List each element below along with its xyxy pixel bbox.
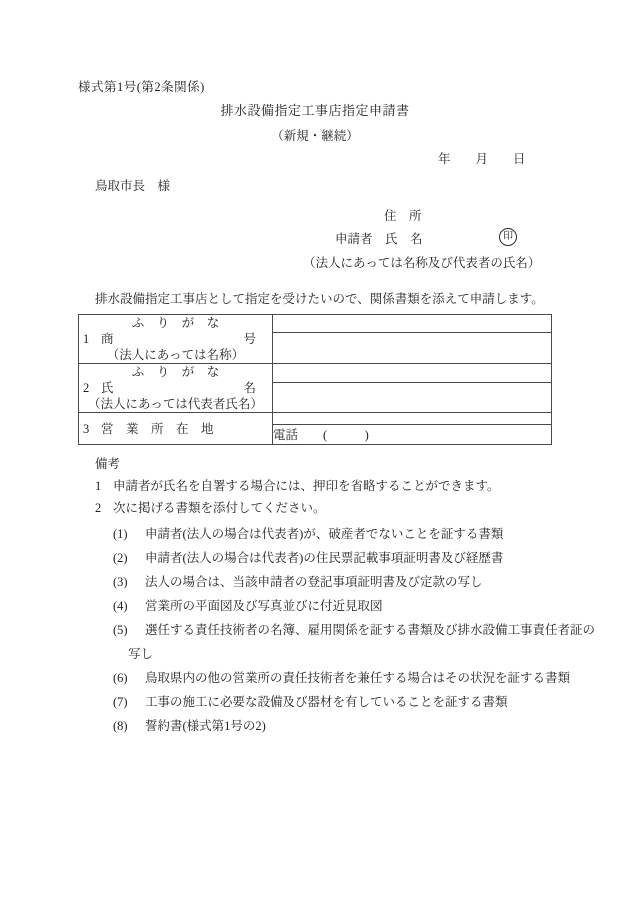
applicant-info-table [78,314,552,445]
remark-text: 次に掲げる書類を添付してください。 [113,501,326,515]
attachment-item-5 [113,618,596,642]
trade-name-label-start: 商 [101,332,114,346]
attachment-marker: (8) [113,719,128,733]
row-number: 1 [83,332,90,346]
attachment-text: 鳥取県内の他の営業所の責任技術者を兼任する場合はその状況を証する書類 [145,671,571,685]
table-row-representative-name [79,364,552,383]
attachment-item-5-continuation: 写し [128,647,154,661]
attachment-marker: (5) [113,623,128,637]
attachment-text: 選任する責任技術者の名簿、雇用関係を証する書類及び排水設備工事責任者証の [145,623,596,637]
date-line: 年 月 日 [438,152,526,166]
name-label-end: 名 [243,381,256,395]
application-statement: 排水設備指定工事店として指定を受けたいので、関係書類を添えて申請します。 [95,292,544,306]
attachment-marker: (4) [113,599,128,613]
page-title: 排水設備指定工事店指定申請書 [220,103,410,118]
office-location-label-cell [79,413,273,445]
office-location-label: 営 業 所 在 地 [101,421,214,436]
name-entry [273,382,552,412]
remarks-heading: 備考 [95,457,121,471]
table-row-trade-name [79,315,552,333]
remark-marker: 2 [95,501,102,515]
attachment-marker: (2) [113,551,128,565]
corporate-note: （法人にあっては名称及び代表者の氏名） [303,256,541,270]
name-note: （法人にあっては代表者氏名） [88,397,263,411]
trade-name-furigana-label: ふ り が な [131,316,220,330]
trade-name-entry [273,333,552,364]
attachment-text: 誓約書(様式第1号の2) [145,719,266,733]
name-label-start: 氏 [101,381,114,395]
attachment-marker: (7) [113,695,128,709]
remarks-section [95,453,596,738]
seal-mark-icon: 印 [499,228,517,246]
trade-name-note: （法人にあっては名称） [106,348,245,362]
attachment-item-8 [113,714,565,738]
attachment-text: 営業所の平面図及び写真並びに付近見取図 [145,599,383,613]
name-furigana-entry [273,364,552,383]
attachment-text: 工事の施工に必要な設備及び器材を有していることを証する書類 [145,695,508,709]
attachment-item-1 [113,522,565,546]
addressee: 鳥取市長 様 [95,179,171,193]
attachment-item-6 [113,666,571,690]
attachment-text: 申請者(法人の場合は代表者)の住民票記載事項証明書及び経歴書 [145,551,504,565]
telephone-entry [273,425,552,445]
attachment-text: 申請者(法人の場合は代表者)が、破産者でないことを証する書類 [145,527,504,541]
attachment-item-3 [113,570,565,594]
applicant-address-label: 住 所 [384,209,422,223]
telephone-label: 電話 ( ) [273,427,369,442]
page-subtitle: （新規・継続） [271,129,359,143]
trade-name-label-end: 号 [243,332,256,346]
trade-name-label-cell [79,315,273,364]
trade-name-furigana-entry [273,315,552,333]
remark-text: 申請者が氏名を自署する場合には、押印を省略することができます。 [113,479,500,493]
name-furigana-label: ふ り が な [131,365,220,379]
row-number: 3 [83,421,90,436]
attachment-item-2 [113,546,565,570]
attachment-item-4 [113,594,565,618]
attachment-text: 法人の場合は、当該申請者の登記事項証明書及び定款の写し [145,575,483,589]
applicant-name-label: 申請者 氏 名 [335,232,423,246]
row-number: 2 [83,381,90,395]
attachment-marker: (3) [113,575,128,589]
attachment-marker: (1) [113,527,128,541]
name-label-cell [79,364,273,413]
remark-item-2 [95,497,565,519]
form-number: 様式第1号(第2条関係) [78,80,205,94]
office-location-entry [273,413,552,425]
remark-marker: 1 [95,479,102,493]
table-row-office-location [79,413,552,425]
attachment-item-7 [113,690,565,714]
attachment-marker: (6) [113,671,128,685]
remark-item-1 [95,475,565,497]
attachment-list [113,522,596,738]
